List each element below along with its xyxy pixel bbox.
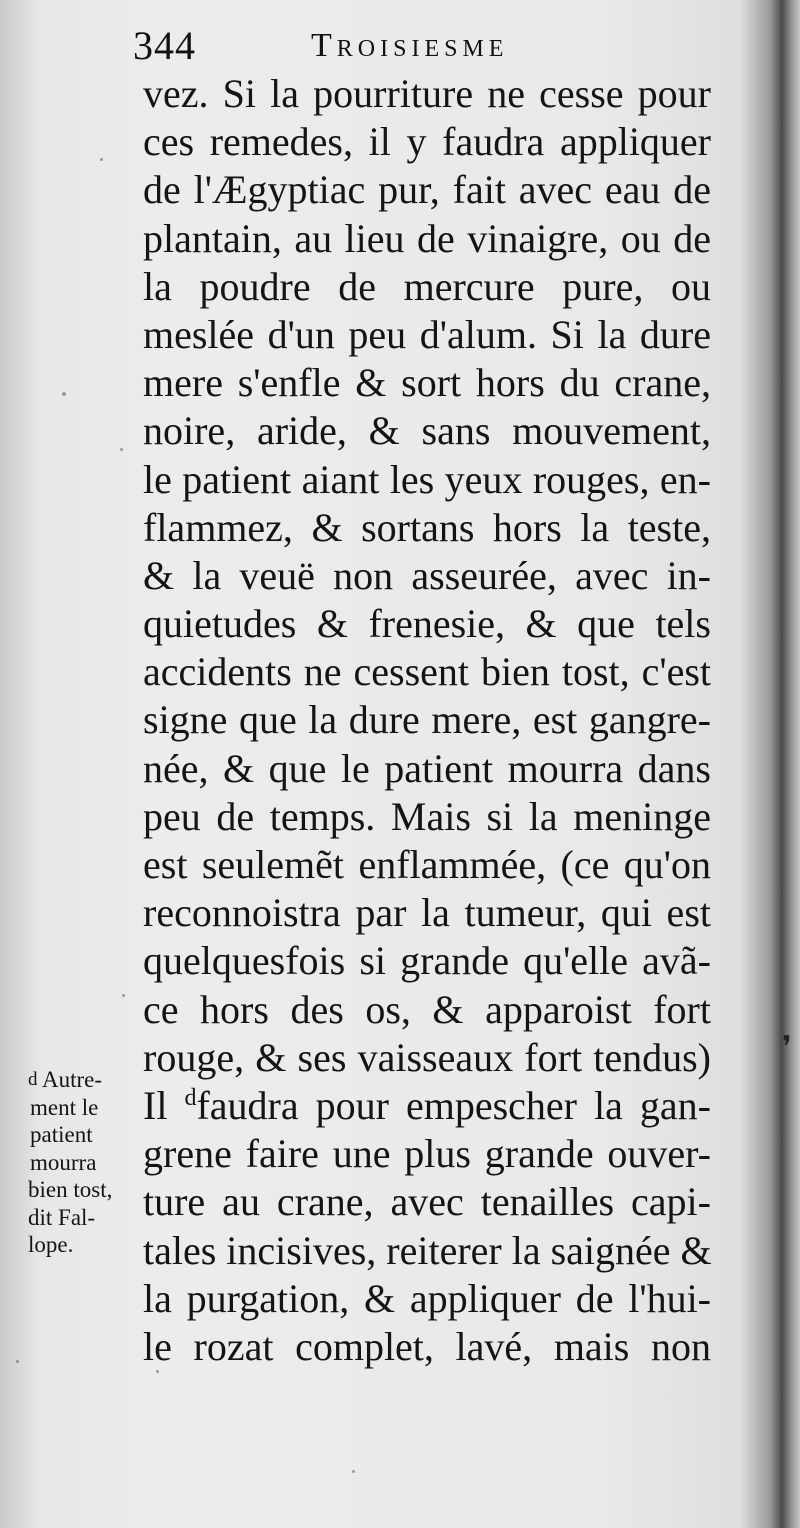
text-line — [143, 1082, 711, 1130]
text-line: reconnoistra par la tumeur, qui est — [143, 890, 711, 936]
paper-speck — [122, 994, 125, 997]
text-line: peu de temps. Mais si la meninge — [143, 793, 711, 839]
text-line: quelquesfois si grande qu'elle avã- — [143, 938, 711, 984]
margin-note-line: dit Fal- — [28, 1204, 96, 1230]
text-line: vez. Si la pourriture ne cesse pour — [143, 71, 711, 116]
text-line: le patient aiant les yeux rouges, en- — [143, 456, 711, 502]
margin-note — [28, 1066, 140, 1259]
margin-note-text: Autre- — [41, 1067, 103, 1092]
margin-note-line — [28, 1066, 140, 1094]
text-segment: Il — [143, 1082, 185, 1128]
text-line: la poudre de mercure pure, ou — [143, 263, 711, 309]
text-line: née, & que le patient mourra dans — [143, 745, 711, 791]
margin-note-marker: d — [28, 1069, 38, 1090]
note-reference-marker: d — [184, 1084, 197, 1111]
text-line: plantain, au lieu de vinaigre, ou de — [143, 215, 711, 261]
page-header — [133, 20, 733, 72]
text-line: accidents ne cessent bien tost, c'est — [143, 649, 711, 695]
text-segment: faudra pour empescher la gan- — [196, 1082, 711, 1128]
text-line: tales incisives, reiterer la saignée & — [143, 1227, 712, 1273]
margin-note-line: lope. — [28, 1232, 74, 1257]
margin-note-line: bien tost, — [28, 1177, 113, 1202]
body-text — [143, 70, 711, 1371]
text-line: flammez, & sortans hors la teste, — [143, 504, 711, 550]
text-line: le rozat complet, lavé, mais non — [143, 1323, 711, 1369]
text-line: mere s'enfle & sort hors du crane, — [143, 360, 711, 406]
text-line: signe que la dure mere, est gangre- — [143, 697, 711, 743]
text-line: grene faire une plus grande ouver- — [143, 1131, 711, 1177]
text-line: quietudes & frenesie, & que tels — [143, 601, 711, 647]
text-line: de l'Ægyptiac pur, fait avec eau de — [143, 167, 711, 213]
text-line: ture au crane, avec tenailles capi- — [143, 1179, 711, 1225]
text-line: est seulemẽt enflammée, (ce qu'on — [143, 842, 711, 887]
text-line: ce hors des os, & apparoist fort — [143, 986, 711, 1032]
edge-mark: ❜ — [782, 1031, 792, 1064]
text-line: ces remedes, il y faudra appliquer — [143, 119, 711, 165]
paper-speck — [120, 448, 123, 451]
margin-note-line: patient — [30, 1122, 93, 1147]
text-line: & la veuë non asseurée, avec in- — [143, 552, 711, 598]
page-number: 344 — [133, 23, 196, 68]
paper-speck — [100, 158, 103, 161]
paper-speck — [62, 392, 66, 396]
text-line: meslée d'un peu d'alum. Si la dure — [143, 311, 711, 357]
running-head: Troisiesme — [311, 27, 509, 64]
text-line: la purgation, & appliquer de l'hui- — [143, 1275, 711, 1321]
margin-note-line: ment le — [30, 1094, 99, 1120]
paper-speck — [16, 1360, 19, 1363]
text-line: noire, aride, & sans mouvement, — [143, 408, 711, 454]
paper-speck — [352, 1470, 355, 1473]
margin-note-line: mourra — [30, 1149, 97, 1175]
text-line: rouge, & ses vaisseaux fort tendus) — [143, 1034, 711, 1080]
